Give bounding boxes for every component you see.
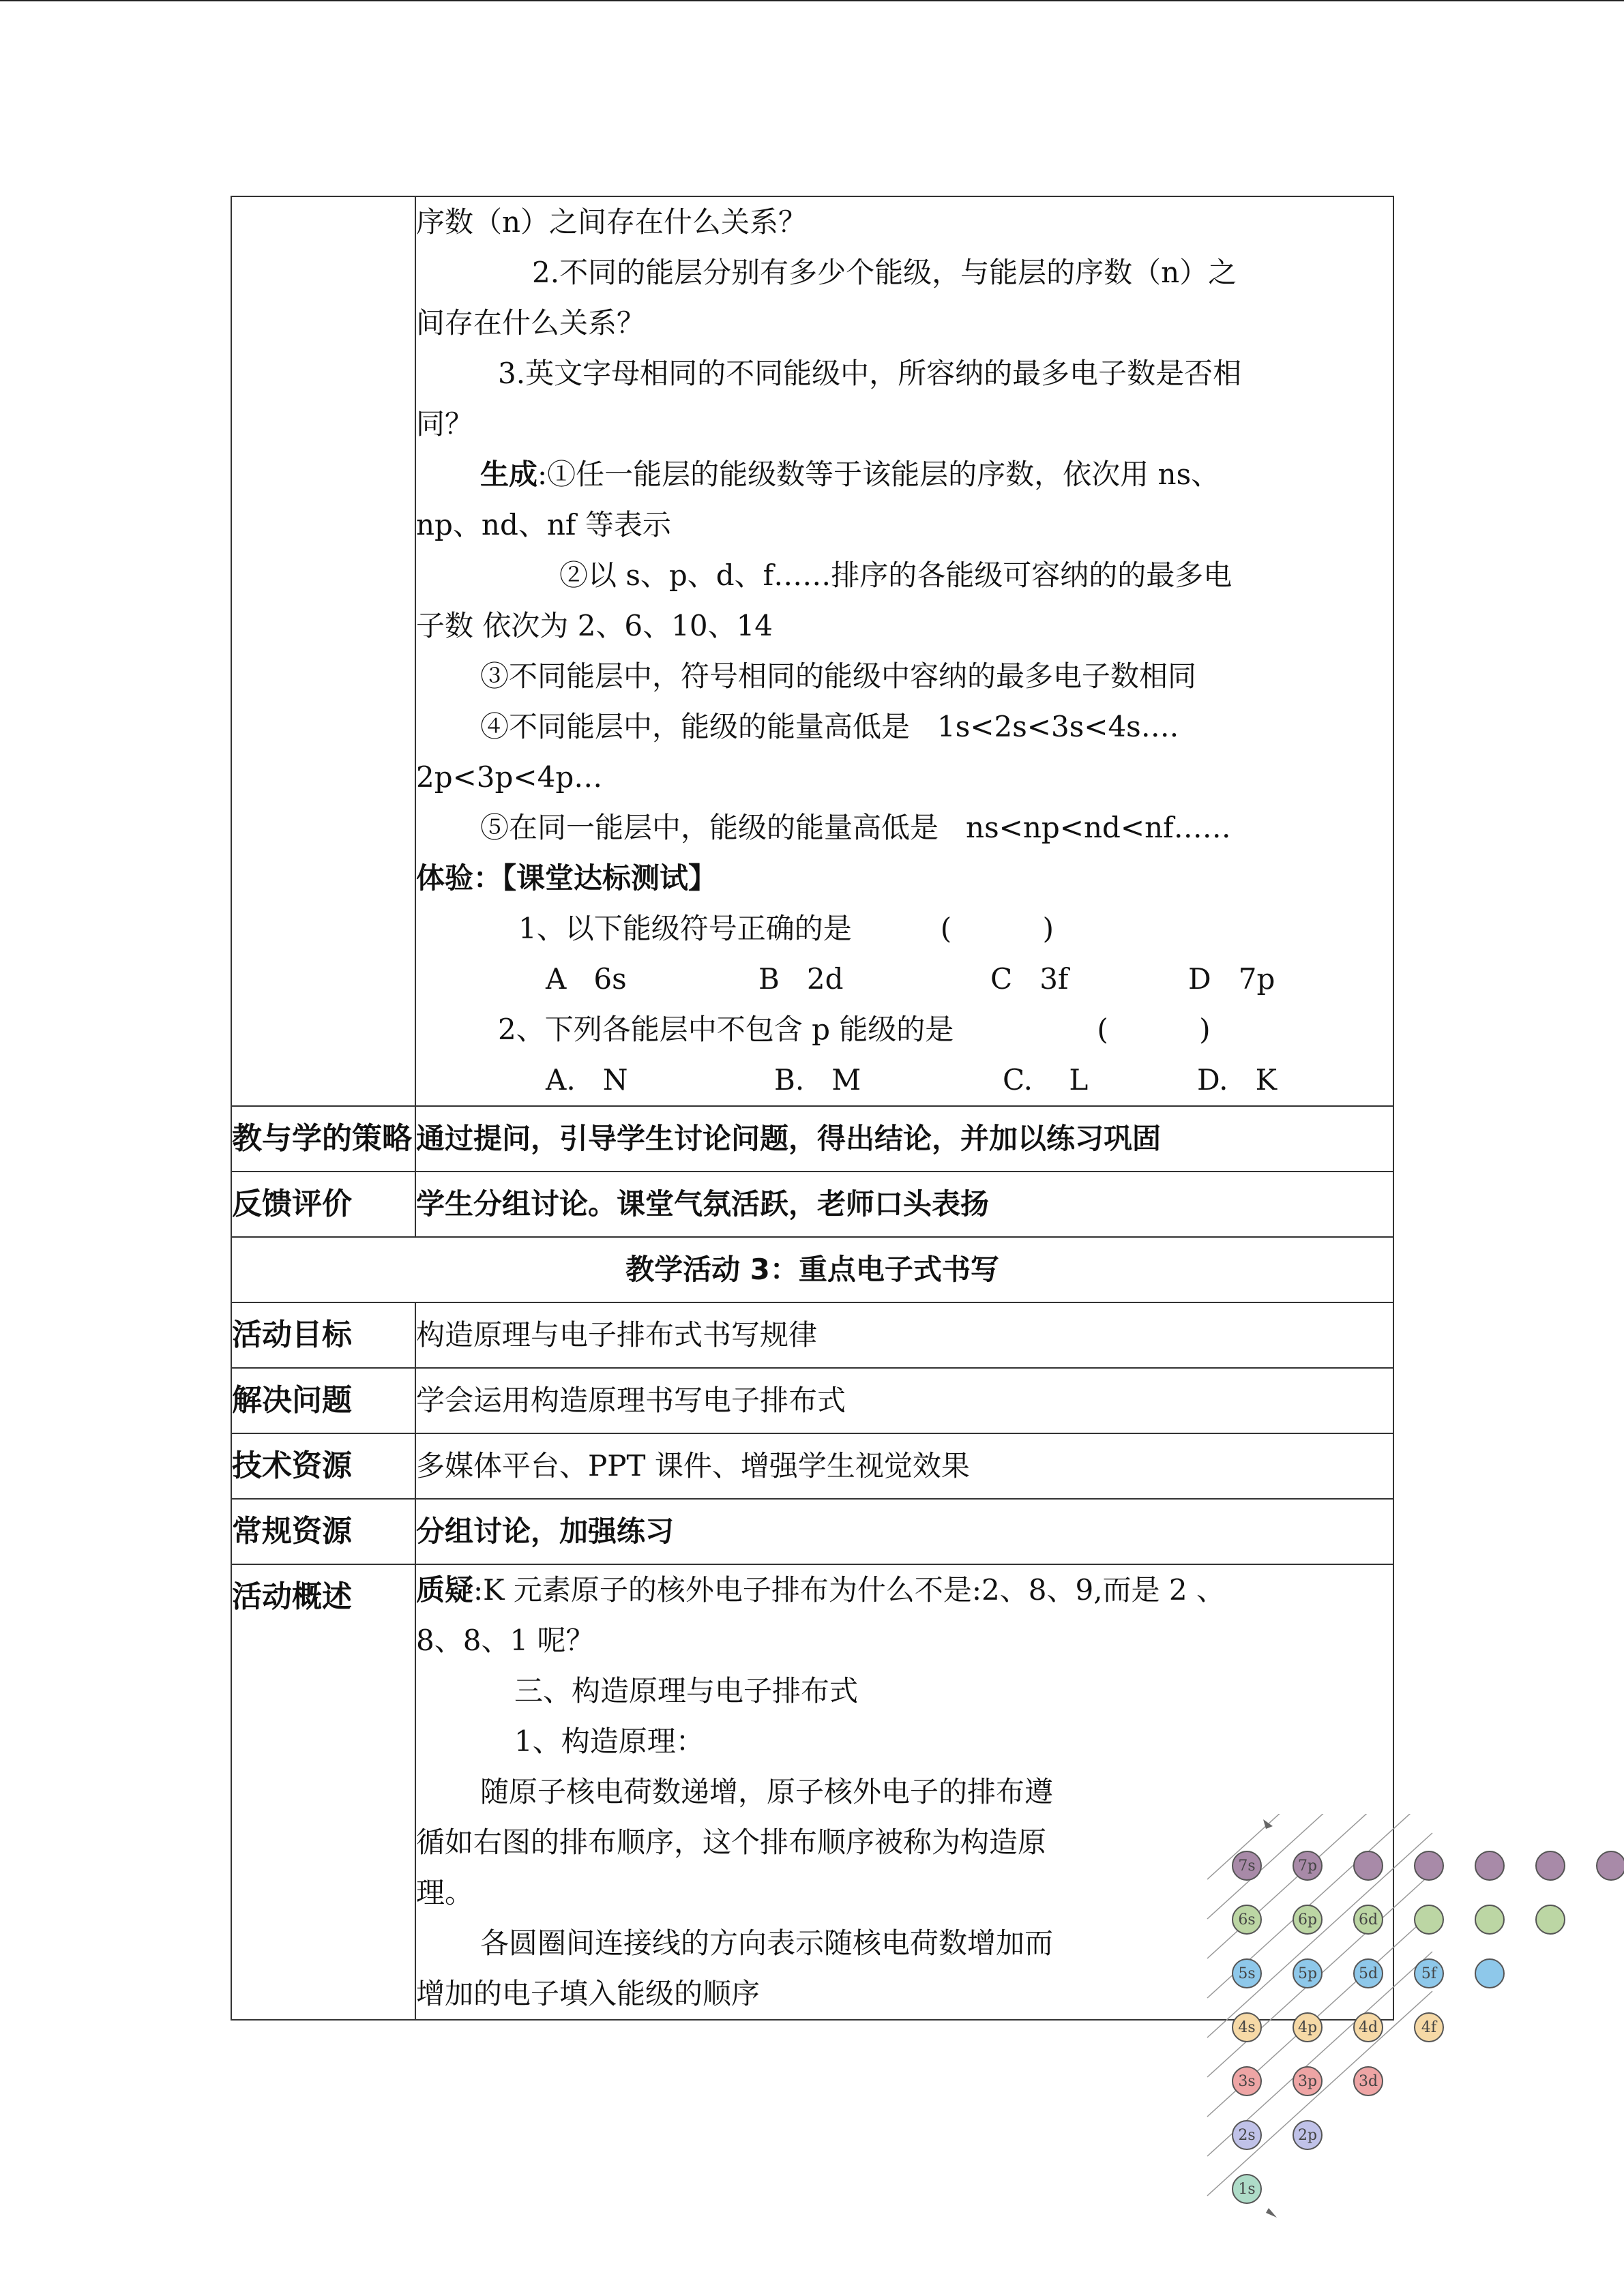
- orbital-circle: [1475, 1905, 1504, 1934]
- line-text: ④不同能层中，能级的能量高低是 1s<2s<3s<4s….: [480, 710, 1179, 743]
- line-text: ③不同能层中，符号相同的能级中容纳的最多电子数相同: [480, 659, 1197, 693]
- activity-title-row: [231, 1237, 1393, 1302]
- orbital-label: 5s: [1238, 1965, 1256, 1982]
- option-d: D. K: [1197, 1063, 1277, 1097]
- conclusion-label: 生成: [480, 458, 538, 491]
- line-text: :①任一能层的能级数等于该能层的序数，依次用 ns、: [537, 458, 1220, 491]
- option-c: C. L: [1003, 1063, 1089, 1097]
- orbital-circle: [1536, 1851, 1565, 1880]
- conclusion-lines: [416, 449, 1393, 853]
- gen-lines-line: [416, 601, 1393, 651]
- resource-row: [231, 1499, 1393, 1564]
- orbital-label: 5d: [1358, 1965, 1378, 1982]
- aufbau-diagram: [1200, 1814, 1624, 2223]
- gen-lines-line: [416, 752, 1393, 803]
- orbital-label: 4s: [1238, 2019, 1256, 2036]
- orbital-label: 7p: [1297, 1858, 1318, 1875]
- line-text: 3.英文字母相同的不同能级中，所容纳的最多电子数是否相: [498, 357, 1242, 390]
- orbital-circle: [1475, 1959, 1504, 1988]
- option-d: D 7p: [1188, 962, 1275, 996]
- tech-value: 多媒体平台、PPT 课件、增强学生视觉效果: [415, 1433, 1393, 1499]
- t1-lines-line: [416, 399, 1393, 449]
- gen-lines-line: [416, 702, 1393, 752]
- overview-label: 活动概述: [231, 1564, 415, 2020]
- feedback-text: 学生分组讨论。课堂气氛活跃，老师口头表扬: [415, 1172, 1393, 1237]
- orbital-label: 4d: [1358, 2019, 1378, 2036]
- gen-lines-line: [416, 651, 1393, 702]
- strategy-text: 通过提问，引导学生讨论问题，得出结论，并加以练习巩固: [415, 1106, 1393, 1172]
- section-title: 三、构造原理与电子排布式: [514, 1674, 859, 1708]
- strategy-label: 教与学的策略: [231, 1106, 415, 1172]
- goal-value: 构造原理与电子排布式书写规律: [415, 1302, 1393, 1368]
- orbital-label: 4f: [1421, 2019, 1437, 2036]
- para2-line1: 各圆圈间连接线的方向表示随核电荷数增加而: [480, 1926, 1054, 1960]
- orbital-label: 3d: [1358, 2073, 1378, 2090]
- option-a: A. N: [546, 1063, 628, 1097]
- experience-heading: 体验：【课堂达标测试】: [416, 861, 718, 895]
- goal-row: [231, 1302, 1393, 1368]
- tech-row: [231, 1433, 1393, 1499]
- feedback-row: [231, 1172, 1393, 1237]
- option-b: B 2d: [758, 962, 844, 996]
- line-text: 2.不同的能层分别有多少个能级，与能层的序数（n）之: [532, 256, 1237, 289]
- orbital-label: 6d: [1358, 1911, 1378, 1928]
- question-line-2: 8、8、1 呢？: [416, 1624, 595, 1657]
- quiz-options-1: [416, 954, 1393, 1004]
- t1-lines-line: [416, 197, 1393, 248]
- content-row: [231, 196, 1393, 1106]
- para1-line3: 理。: [416, 1876, 474, 1909]
- line-text: ②以 s、p、d、f……排序的各能级可容纳的的最多电: [559, 558, 1232, 592]
- line-text: 同？: [416, 407, 474, 441]
- gen-lines-line: [416, 500, 1393, 550]
- t1-lines-line: [416, 348, 1393, 399]
- option-b: B. M: [774, 1063, 861, 1097]
- tech-label: 技术资源: [231, 1433, 415, 1499]
- orbital-label: 5p: [1297, 1965, 1318, 1982]
- orbital-label: 5f: [1421, 1965, 1437, 1982]
- line-text: np、nd、nf 等表示: [416, 508, 671, 541]
- para1-line2: 循如右图的排布顺序，这个排布顺序被称为构造原: [416, 1825, 1047, 1859]
- orbital-label: 3s: [1238, 2073, 1256, 2090]
- gen-lines-line: [416, 550, 1393, 601]
- orbital-label: 1s: [1238, 2181, 1256, 2198]
- activity-title: 教学活动 3：重点电子式书写: [231, 1237, 1393, 1302]
- connector-line: [1207, 1814, 1432, 1958]
- problem-row: [231, 1368, 1393, 1433]
- line-text: 间存在什么关系？: [416, 306, 646, 340]
- orbital-circle: [1536, 1905, 1565, 1934]
- orbital-circle: [1597, 1851, 1624, 1880]
- gen-lines-line: [416, 803, 1393, 853]
- quiz-question-1: 1、以下能级符号正确的是 ( ): [518, 912, 1054, 945]
- orbital-label: 2s: [1238, 2127, 1256, 2144]
- arrow-icon: [1266, 2208, 1277, 2218]
- orbital-circle: [1354, 1851, 1383, 1880]
- orbital-label: 2p: [1297, 2127, 1318, 2144]
- option-a: A 6s: [546, 962, 627, 996]
- orbital-circle: [1475, 1851, 1504, 1880]
- lesson-table: [231, 196, 1394, 2021]
- t1-lines-line: [416, 248, 1393, 298]
- para1-line1: 随原子核电荷数递增，原子核外电子的排布遵: [480, 1775, 1054, 1808]
- orbital-circle: [1415, 1905, 1443, 1934]
- strategy-row: [231, 1106, 1393, 1172]
- orbital-label: 7s: [1238, 1858, 1256, 1875]
- resource-value: 分组讨论，加强练习: [415, 1499, 1393, 1564]
- empty-label-cell: [231, 196, 415, 1106]
- t1-lines-line: [416, 298, 1393, 348]
- problem-label: 解决问题: [231, 1368, 415, 1433]
- line-text: 序数（n）之间存在什么关系？: [416, 205, 808, 239]
- line-text: ⑤在同一能层中，能级的能量高低是 ns<np<nd<nf……: [480, 811, 1231, 844]
- problem-value: 学会运用构造原理书写电子排布式: [415, 1368, 1393, 1433]
- orbital-label: 6s: [1238, 1911, 1256, 1928]
- discussion-content: [415, 196, 1393, 1106]
- gen-lines-line: [416, 449, 1393, 500]
- para2-line2: 增加的电子填入能级的顺序: [416, 1977, 761, 2010]
- feedback-label: 反馈评价: [231, 1172, 415, 1237]
- option-c: C 3f: [990, 962, 1069, 996]
- page-top-border: [0, 0, 1624, 1]
- resource-label: 常规资源: [231, 1499, 415, 1564]
- line-text: 2p<3p<4p…: [416, 760, 603, 794]
- goal-label: 活动目标: [231, 1302, 415, 1368]
- question-line: 质疑:K 元素原子的核外电子排布为什么不是:2、8、9,而是 2 、: [416, 1573, 1225, 1607]
- sub-title: 1、构造原理：: [514, 1725, 705, 1758]
- line-text: 子数 依次为 2、6、10、14: [416, 609, 773, 642]
- orbital-label: 3p: [1297, 2073, 1318, 2090]
- question-lines: [416, 197, 1393, 449]
- orbital-label: 4p: [1297, 2019, 1318, 2036]
- quiz-question-2: 2、下列各能层中不包含 p 能级的是 ( ): [498, 1013, 1211, 1046]
- orbital-label: 6p: [1297, 1911, 1318, 1928]
- quiz-options-2: [416, 1055, 1393, 1105]
- orbital-circle: [1415, 1851, 1443, 1880]
